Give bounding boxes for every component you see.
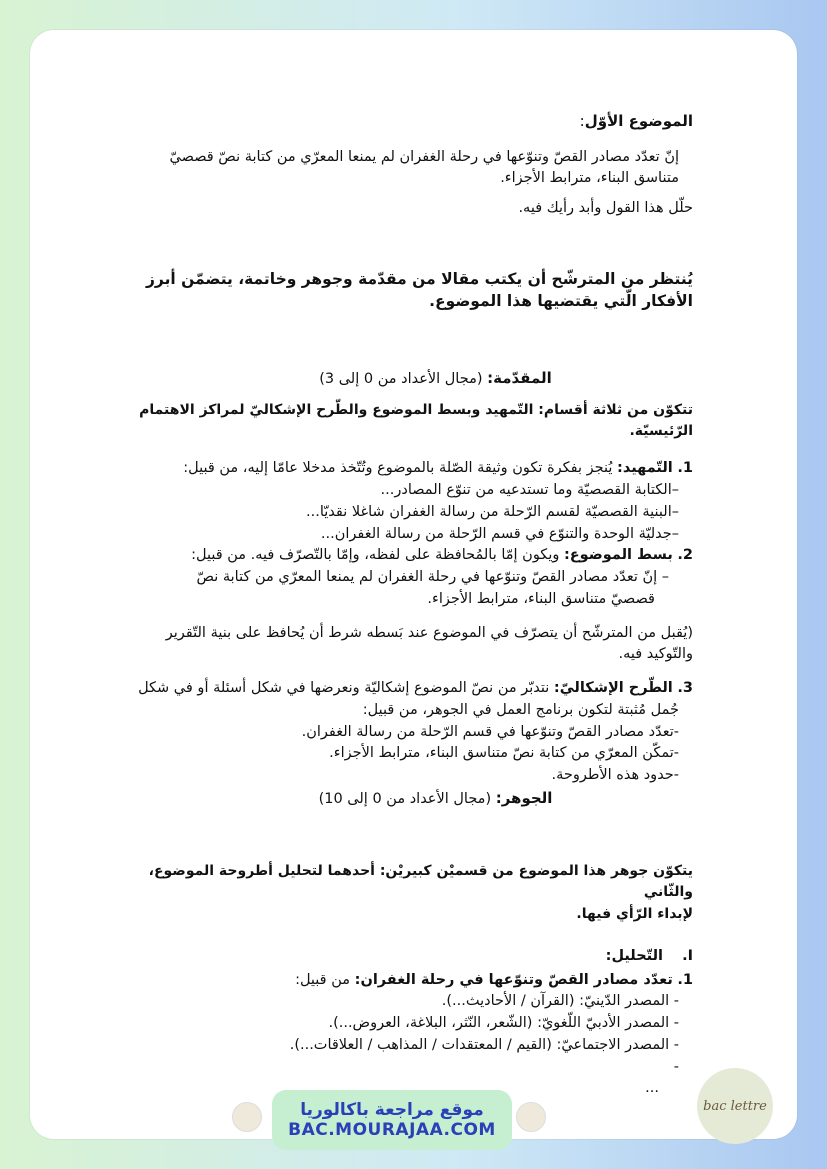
site-url[interactable]: BAC.MOURAJAA.COM — [288, 1120, 496, 1140]
expectation-paragraph: يُنتظر من المترشّح أن يكتب مقالا من مقدّمة وجوهر وخاتمة، يتضمّن أبرز الأفكار الّتي يقتضيها هذا الموضوع. — [146, 269, 693, 311]
site-name-arabic[interactable]: موقع مراجعة باكالوريا — [300, 1100, 484, 1120]
intro-note: (يُقبل من المترشّح أن يتصرّف في الموضوع عند بَسطه شرط أن يُحافظ على بنية التّقرير والتّوكيد فيه. — [165, 624, 693, 663]
intro-item-2-subs: – إنّ تعدّد مصادر القصّ وتنوّعها في رحلة الغفران لم يمنعا المعرّي من كتابة نصّ قصصيّ متناسق البناء، مترابط الأجزاء. — [196, 569, 669, 607]
analysis-point-1-subs: - المصدر الدّينيّ: (القرآن / الأحاديث...). - المصدر الأدبيّ اللّغويّ: (الشّعر، النّثر، البلاغة، العروض...). - المصدر الاجتماعيّ: (القيم / المعتقدات / المذاهب / العلاقات...). - ... — [289, 993, 679, 1097]
body-heading: الجوهر: (مجال الأعداد من 0 إلى 10) — [318, 788, 553, 807]
body-lead: يتكوّن جوهر هذا الموضوع من قسميْن كبيريْن: أحدهما لتحليل أطروحة الموضوع، والثّاني لإبداء الرّأي فيها. — [148, 862, 693, 923]
subject-quote: إنّ تعدّد مصادر القصّ وتنوّعها في رحلة الغفران لم يمنعا المعرّي من كتابة نصّ قصصيّ متناسق البناء، مترابط الأجزاء. — [169, 148, 679, 187]
site-logo-icon — [232, 1102, 262, 1132]
bac-lettre-badge: bac lettre — [697, 1068, 773, 1144]
document-body — [108, 110, 693, 1100]
intro-item-3-subs: -تعدّد مصادر القصّ وتنوّعها في قسم الرّحلة من رسالة الغفران. -تمكّن المعرّي من كتابة نصّ متناسق البناء، مترابط الأجزاء. -حدود هذه الأطروحة. — [301, 723, 679, 784]
site-banner[interactable] — [272, 1090, 512, 1150]
subject-task: حلّل هذا القول وأبد رأيك فيه. — [518, 200, 693, 216]
intro-item-1-subs: –الكتابة القصصيّة وما تستدعيه من تنوّع المصادر... –البنية القصصيّة لقسم الرّحلة من رسالة الغفران شاغلا نقديّا... –جدليّة الوحدة والتنوّع في قسم الرّحلة من رسالة الغفران... — [306, 482, 679, 542]
subject-title: الموضوع الأوّل: — [579, 112, 693, 130]
analysis-heading: I. التّحليل: — [605, 947, 693, 964]
intro-item-2: 2. بسط الموضوع: ويكون إمّا بالمُحافظة على لفظه، وإمّا بالتّصرّف فيه. من قبيل: – إنّ تعدّد مصادر القصّ وتنوّعها في رحلة الغفران لم يمنعا المعرّي من كتابة نصّ قصصيّ متناسق البناء، مترابط الأجزاء. — [108, 545, 693, 610]
intro-lead: تتكوّن من ثلاثة أقسام: التّمهيد وبسط الموضوع والطّرح الإشكاليّ لمراكز الاهتمام الرّئيسيّة. — [139, 402, 693, 440]
intro-item-1: 1. التّمهيد: يُنجز بفكرة تكون وثيقة الصّلة بالموضوع وتُتّخذ مدخلا عامّا إليه، من قبيل: –الكتابة القصصيّة وما تستدعيه من تنوّع المصادر... –البنية القصصيّة لقسم الرّحلة من رسالة الغفران شاغلا نقديّا... –جدليّة الوحدة والتنوّع في قسم الرّحلة من رسالة الغفران... — [108, 458, 693, 545]
intro-item-3: 3. الطّرح الإشكاليّ: نتدبّر من نصّ الموضوع إشكاليّة ونعرضها في شكل أسئلة أو في شكل جُمل مُثبتة لتكون برنامج العمل في الجوهر، من قبيل: -تعدّد مصادر القصّ وتنوّعها في قسم الرّحلة من رسالة الغفران. -تمكّن المعرّي من كتابة نصّ متناسق البناء، مترابط الأجزاء. -حدود هذه الأطروحة. — [108, 678, 693, 787]
intro-heading: المقدّمة: (مجال الأعداد من 0 إلى 3) — [319, 368, 552, 387]
site-logo-icon — [516, 1102, 546, 1132]
analysis-point-1: 1. تعدّد مصادر القصّ وتنوّعها في رحلة الغفران: من قبيل: - المصدر الدّينيّ: (القرآن / الأحاديث...). - المصدر الأدبيّ اللّغويّ: (الشّعر، النّثر، البلاغة، العروض...). - المصدر الاجتماعيّ: (القيم / المعتقدات / المذاهب / العلاقات...). - ... — [108, 970, 693, 1101]
